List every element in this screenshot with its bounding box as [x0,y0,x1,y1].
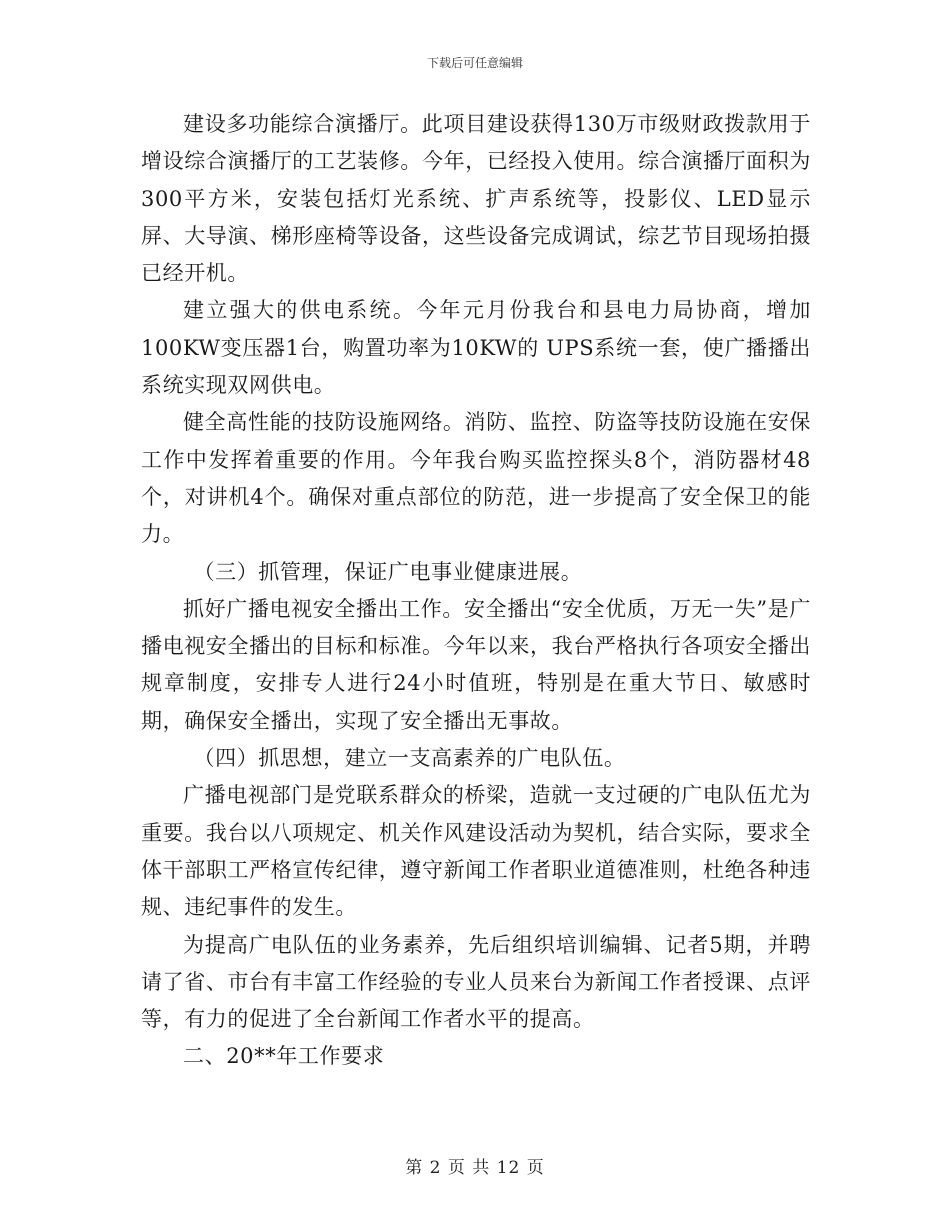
paragraph-training: 为提高广电队伍的业务素养，先后组织培训编辑、记者5期，并聘请了省、市台有丰富工作经验的专业人员来台为新闻工作者授课、点评等，有力的促进了全台新闻工作者水平的提高。 [141,932,811,1032]
section-heading-next-year: 二、20**年工作要求 [183,1044,385,1069]
paragraph-studio: 建设多功能综合演播厅。此项目建设获得130万市级财政拨款用于增设综合演播厅的工艺装修。今年，已经投入使用。综合演播厅面积为300平方米，安装包括灯光系统、扩声系统等，投影仪、LED显示屏、大导演、梯形座椅等设备，这些设备完成调试，综艺节目现场拍摄已经开机。 [141,112,811,286]
section-heading-management: （三）抓管理，保证广电事业健康进展。 [193,559,583,584]
paragraph-power-supply: 建立强大的供电系统。今年元月份我台和县电力局协商，增加100KW变压器1台，购置功率为10KW的 UPS系统一套，使广播播出系统实现双网供电。 [141,298,811,398]
paragraph-security-network: 健全高性能的技防设施网络。消防、监控、防盗等技防设施在安保工作中发挥着重要的作用。今年我台购买监控探头8个，消防器材48个，对讲机4个。确保对重点部位的防范，进一步提高了安全保卫的能力。 [141,410,811,547]
page-number: 第 2 页 共 12 页 [405,1158,545,1178]
paragraph-safe-broadcast: 抓好广播电视安全播出工作。安全播出“安全优质，万无一失”是广播电视安全播出的目标和标准。今年以来，我台严格执行各项安全播出规章制度，安排专人进行24小时值班，特别是在重大节日、敏感时期，确保安全播出，实现了安全播出无事故。 [141,596,811,733]
document-body [141,106,811,1076]
page-header-note: 下载后可任意编辑 [426,56,523,70]
section-heading-ideology: （四）抓思想，建立一支高素养的广电队伍。 [193,746,626,771]
paragraph-team-building: 广播电视部门是党联系群众的桥梁，造就一支过硬的广电队伍尤为重要。我台以八项规定、机关作风建设活动为契机，结合实际，要求全体干部职工严格宣传纪律，遵守新闻工作者职业道德准则，杜绝各种违规、违纪事件的发生。 [141,783,811,920]
